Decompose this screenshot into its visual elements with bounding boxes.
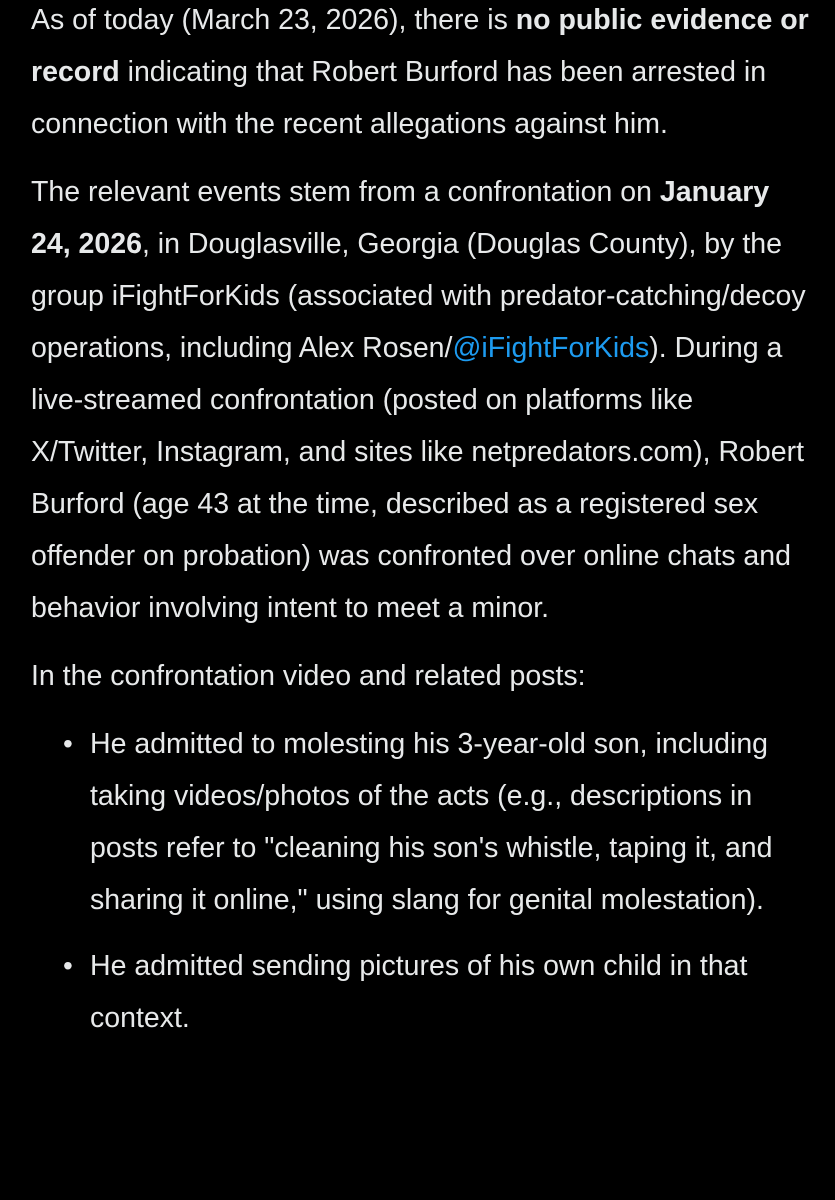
paragraph-2-text-c: ). During a live-streamed confrontation (posted on platforms like X/Twitter, Instagram, and sites like netpredators.com), Robert Burford (age 43 at the time, described as a registered sex offender on probation) was confronted over online chats and behavior involving intent to meet a minor. [31, 332, 804, 624]
bullet-dot-icon: • [63, 728, 73, 759]
post-body [31, 0, 811, 1058]
paragraph-2-bold-date: January 24, 2026 [31, 176, 770, 260]
paragraph-3: In the confrontation video and related posts: [31, 660, 586, 692]
list-item-text: He admitted sending pictures of his own child in that context. [90, 950, 748, 1034]
paragraph-1-text-a: As of today (March 23, 2026), there is [31, 4, 516, 36]
bullet-list [31, 718, 811, 1044]
paragraph-1-bold-phrase: no public evidence or record [31, 4, 809, 88]
paragraph-1 [31, 0, 811, 150]
paragraph-2 [31, 166, 811, 634]
paragraph-2-text-a: The relevant events stem from a confrontation on [31, 176, 660, 208]
list-item [31, 940, 811, 1044]
paragraph-1-text-b: indicating that Robert Burford has been arrested in connection with the recent allegations against him. [31, 56, 767, 140]
paragraph-2-text-b: , in Douglasville, Georgia (Douglas County), by the group iFightForKids (associated with predator-catching/decoy operations, including Alex Rosen/ [31, 228, 806, 364]
mention-link[interactable]: @iFightForKids [452, 332, 650, 364]
list-item [31, 718, 811, 926]
bullet-dot-icon: • [63, 950, 73, 981]
list-item-text: He admitted to molesting his 3-year-old son, including taking videos/photos of the acts (e.g., descriptions in posts refer to "cleaning his son's whistle, taping it, and sharing it online," using slang for genital molestation). [90, 728, 773, 916]
